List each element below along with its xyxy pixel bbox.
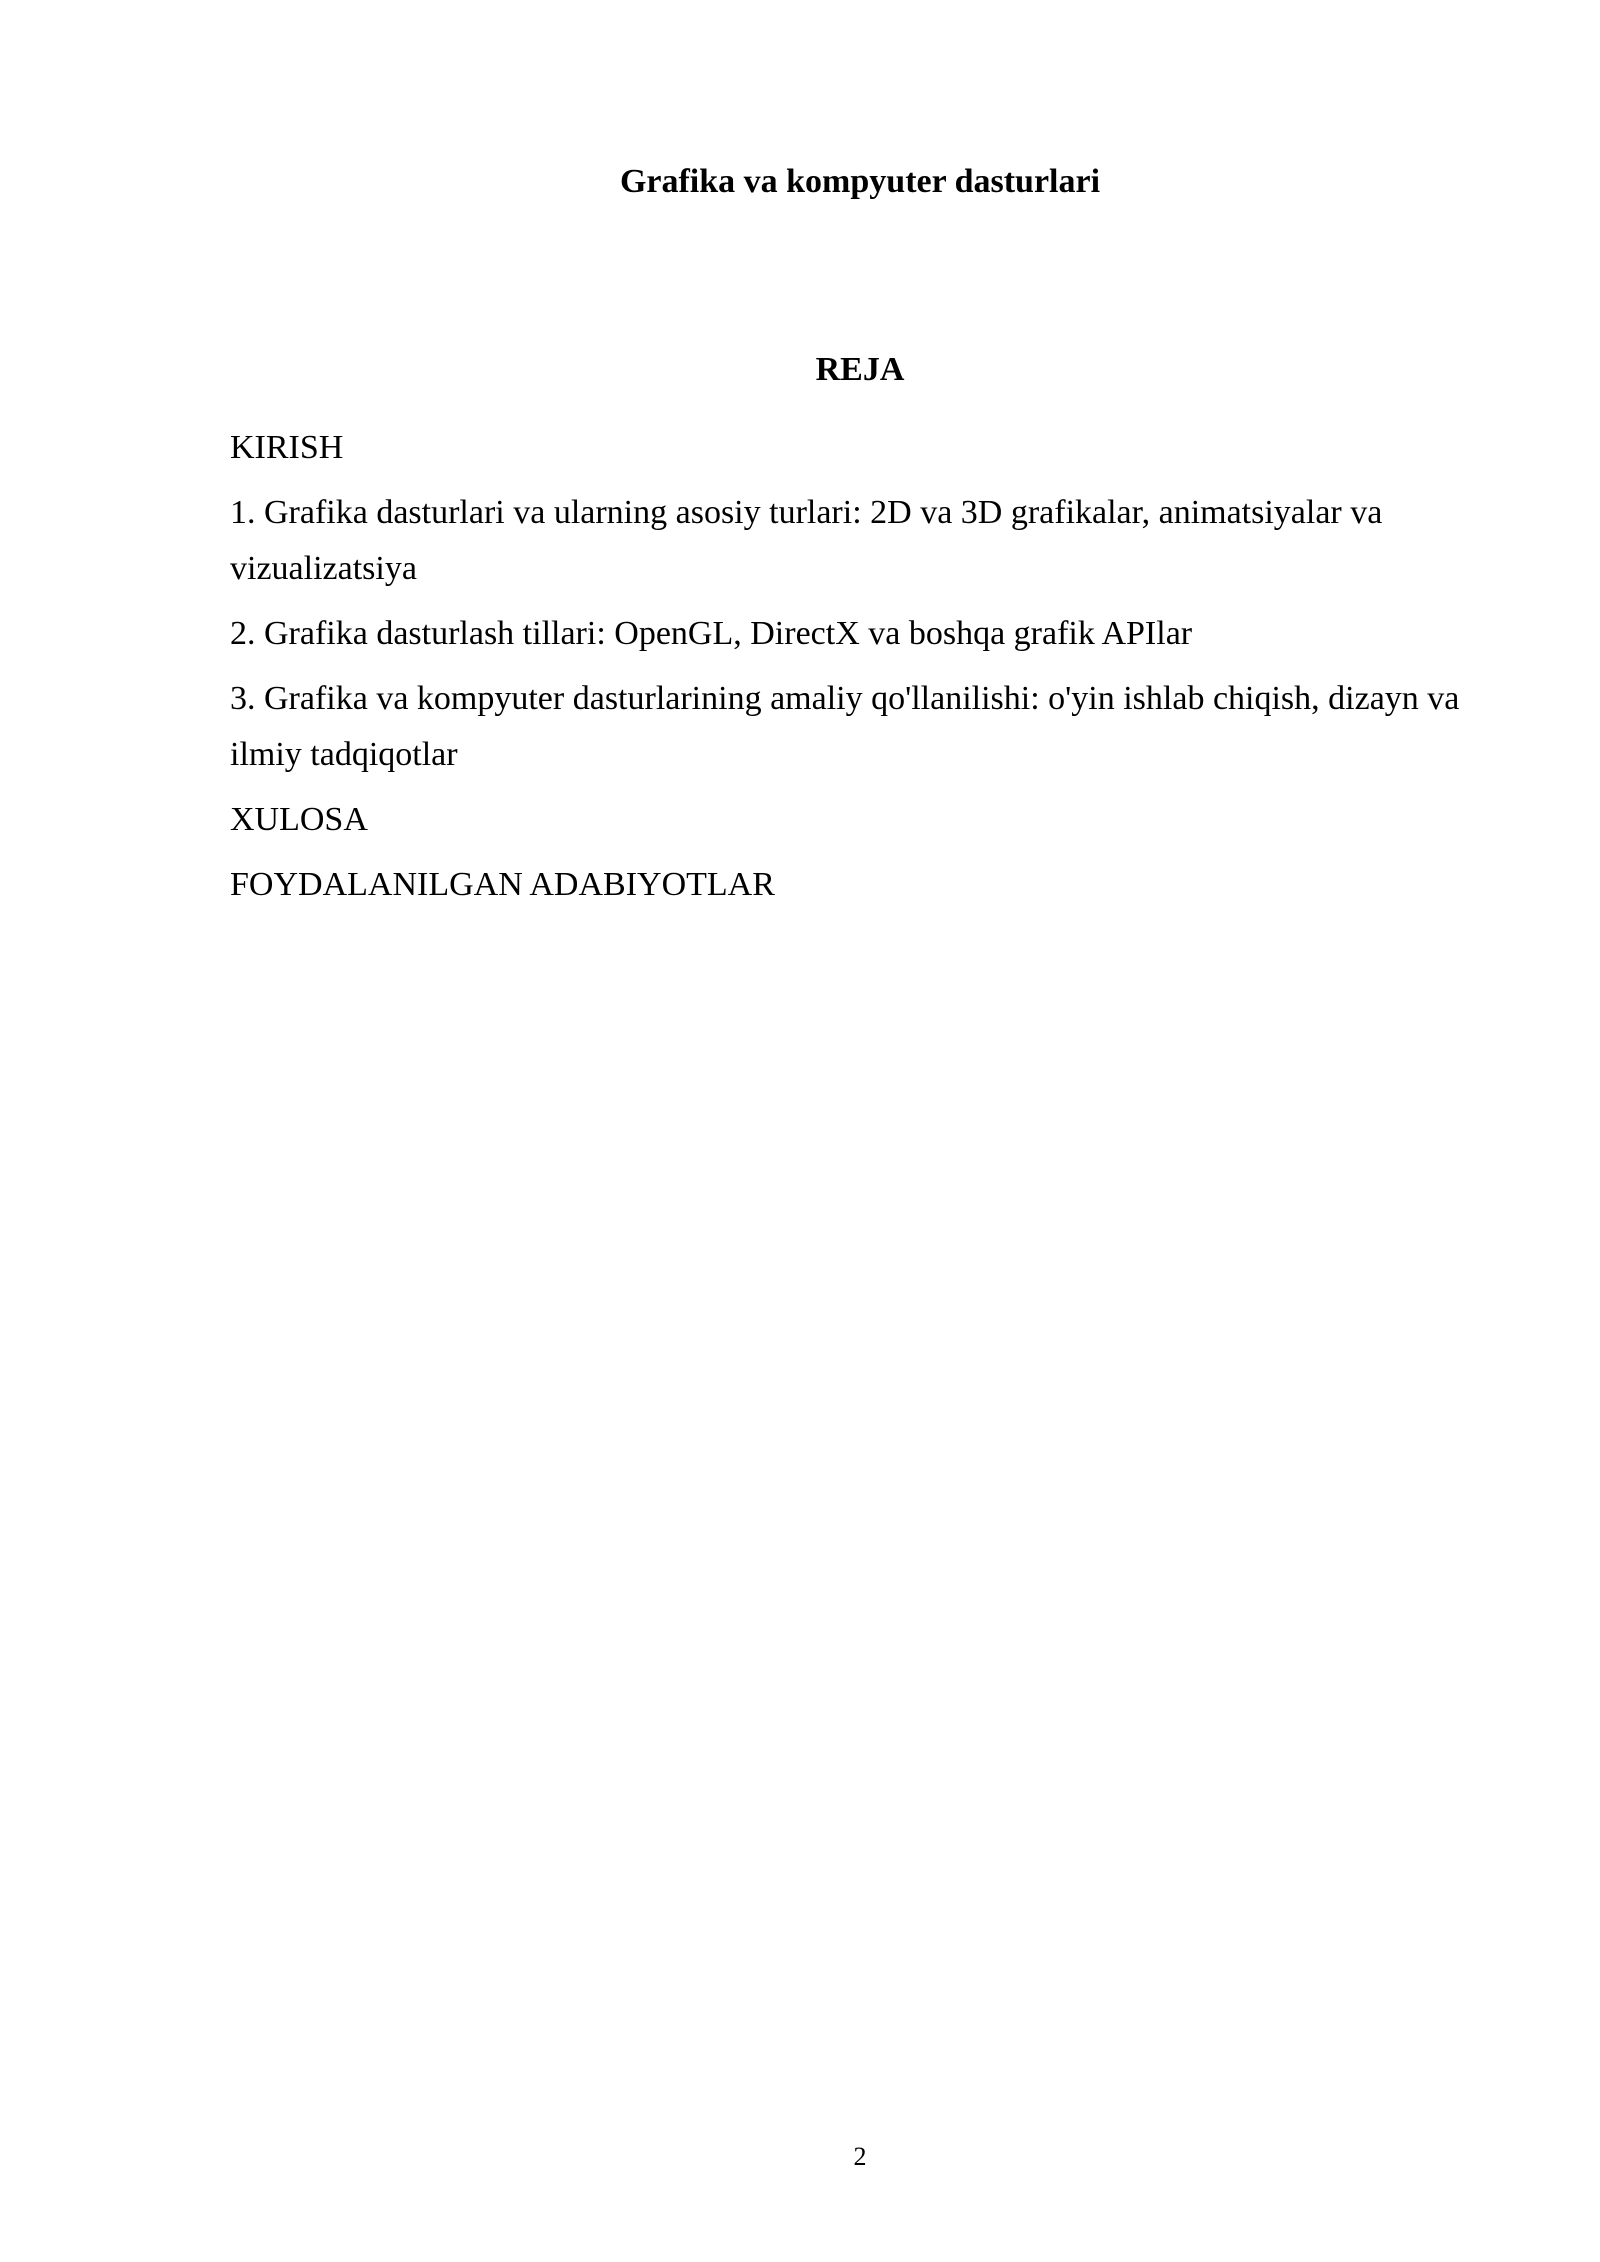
plan-item-introduction: KIRISH [230,429,344,466]
plan-list [230,420,1490,922]
plan-item-1: 1. Grafika dasturlari va ularning asosiy turlari: 2D va 3D grafikalar, animatsiyalar va vizualizatsiya [230,494,1383,587]
plan-item-3: 3. Grafika va kompyuter dasturlarining amaliy qo'llanilishi: o'yin ishlab chiqish, dizayn va ilmiy tadqiqotlar [230,680,1460,773]
plan-item-2: 2. Grafika dasturlash tillari: OpenGL, DirectX va boshqa grafik APIlar [230,615,1193,652]
page-number: 2 [853,2142,867,2171]
plan-item-references: FOYDALANILGAN ADABIYOTLAR [230,866,775,903]
plan-heading: REJA [815,351,905,388]
plan-item-conclusion: XULOSA [230,801,368,838]
document-title: Grafika va kompyuter dasturlari [619,163,1101,200]
